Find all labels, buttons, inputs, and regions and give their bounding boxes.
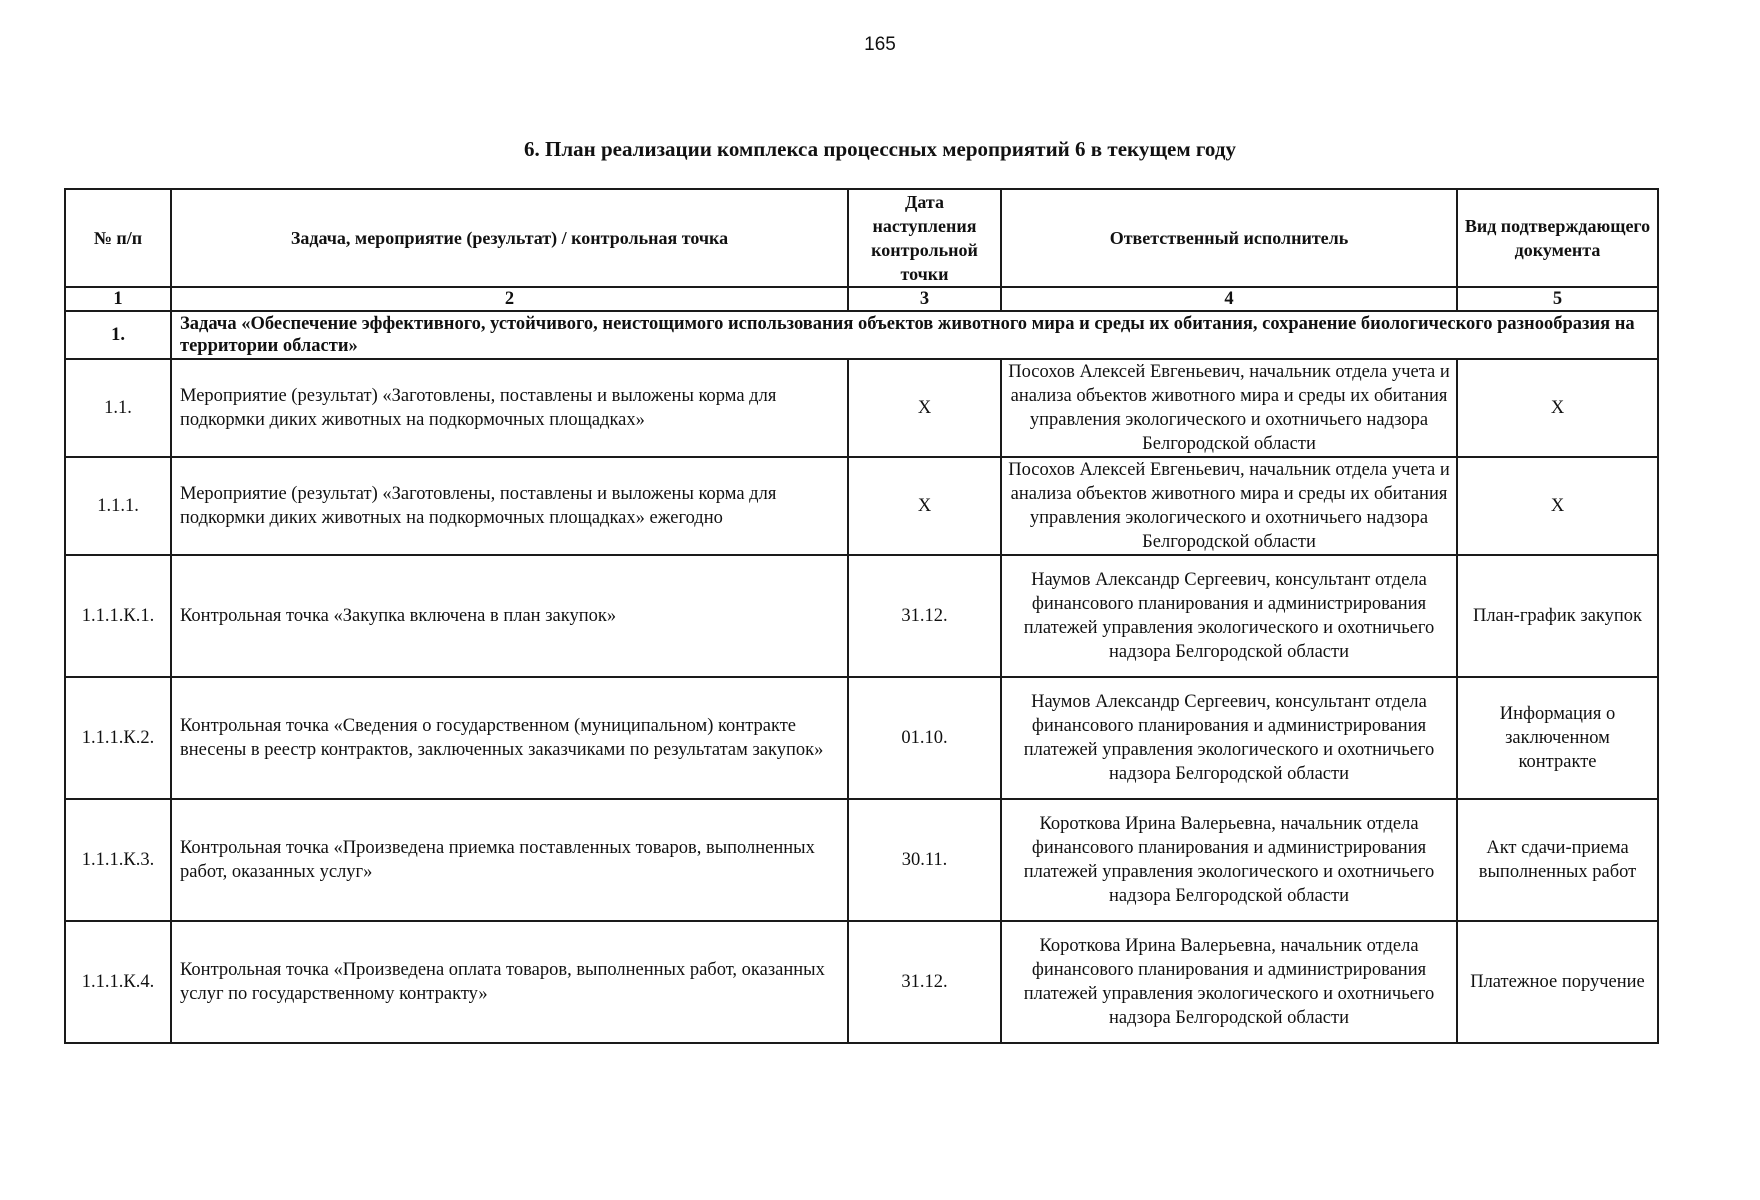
row-num: 1.1.1.К.4. xyxy=(65,921,171,1043)
column-number-row xyxy=(65,287,1658,311)
row-document: Акт сдачи-приема выполненных работ xyxy=(1457,799,1658,921)
row-date: 01.10. xyxy=(848,677,1001,799)
table-row xyxy=(65,359,1658,457)
row-name: Контрольная точка «Сведения о государственном (муниципальном) контракте внесены в реестр контрактов, заключенных заказчиками по результатам закупок» xyxy=(171,677,848,799)
column-number: 2 xyxy=(171,287,848,311)
row-document: План-график закупок xyxy=(1457,555,1658,677)
row-name: Контрольная точка «Произведена оплата товаров, выполненных работ, оказанных услуг по государственному контракту» xyxy=(171,921,848,1043)
task-num: 1. xyxy=(65,311,171,359)
table-row xyxy=(65,677,1658,799)
header-num: № п/п xyxy=(65,189,171,287)
table-row xyxy=(65,457,1658,555)
plan-table xyxy=(64,188,1659,1044)
row-num: 1.1.1. xyxy=(65,457,171,555)
table-row xyxy=(65,555,1658,677)
row-executor: Наумов Александр Сергеевич, консультант отдела финансового планирования и администрирования платежей управления экологического и охотничьего надзора Белгородской области xyxy=(1001,555,1457,677)
row-date: 31.12. xyxy=(848,921,1001,1043)
header-date: Дата наступления контрольной точки xyxy=(848,189,1001,287)
row-name: Контрольная точка «Закупка включена в план закупок» xyxy=(171,555,848,677)
row-name: Мероприятие (результат) «Заготовлены, поставлены и выложены корма для подкормки диких животных на подкормочных площадках» xyxy=(171,359,848,457)
row-date: 31.12. xyxy=(848,555,1001,677)
row-name: Мероприятие (результат) «Заготовлены, поставлены и выложены корма для подкормки диких животных на подкормочных площадках» ежегодно xyxy=(171,457,848,555)
document-title: 6. План реализации комплекса процессных мероприятий 6 в текущем году xyxy=(524,137,1236,161)
row-executor: Наумов Александр Сергеевич, консультант отдела финансового планирования и администрирования платежей управления экологического и охотничьего надзора Белгородской области xyxy=(1001,677,1457,799)
row-executor: Посохов Алексей Евгеньевич, начальник отдела учета и анализа объектов животного мира и среды их обитания управления экологического и охотничьего надзора Белгородской области xyxy=(1001,359,1457,457)
row-executor: Короткова Ирина Валерьевна, начальник отдела финансового планирования и администрирования платежей управления экологического и охотничьего надзора Белгородской области xyxy=(1001,921,1457,1043)
task-row xyxy=(65,311,1658,359)
column-number: 5 xyxy=(1457,287,1658,311)
row-document: Информация о заключенном контракте xyxy=(1457,677,1658,799)
row-num: 1.1.1.К.3. xyxy=(65,799,171,921)
row-num: 1.1.1.К.2. xyxy=(65,677,171,799)
column-number: 4 xyxy=(1001,287,1457,311)
row-num: 1.1. xyxy=(65,359,171,457)
row-document: Платежное поручение xyxy=(1457,921,1658,1043)
column-number: 3 xyxy=(848,287,1001,311)
row-document: Х xyxy=(1457,359,1658,457)
table-header-row xyxy=(65,189,1658,287)
task-text: Задача «Обеспечение эффективного, устойчивого, неистощимого использования объектов животного мира и среды их обитания, сохранение биологического разнообразия на территории области» xyxy=(171,311,1658,359)
page-number: 165 xyxy=(864,34,896,55)
row-date: 30.11. xyxy=(848,799,1001,921)
header-name: Задача, мероприятие (результат) / контрольная точка xyxy=(171,189,848,287)
row-document: Х xyxy=(1457,457,1658,555)
row-name: Контрольная точка «Произведена приемка поставленных товаров, выполненных работ, оказанных услуг» xyxy=(171,799,848,921)
row-date: Х xyxy=(848,359,1001,457)
header-document: Вид подтверждающего документа xyxy=(1457,189,1658,287)
column-number: 1 xyxy=(65,287,171,311)
row-date: Х xyxy=(848,457,1001,555)
row-num: 1.1.1.К.1. xyxy=(65,555,171,677)
row-executor: Посохов Алексей Евгеньевич, начальник отдела учета и анализа объектов животного мира и среды их обитания управления экологического и охотничьего надзора Белгородской области xyxy=(1001,457,1457,555)
row-executor: Короткова Ирина Валерьевна, начальник отдела финансового планирования и администрирования платежей управления экологического и охотничьего надзора Белгородской области xyxy=(1001,799,1457,921)
table-row xyxy=(65,799,1658,921)
header-executor: Ответственный исполнитель xyxy=(1001,189,1457,287)
table-row xyxy=(65,921,1658,1043)
